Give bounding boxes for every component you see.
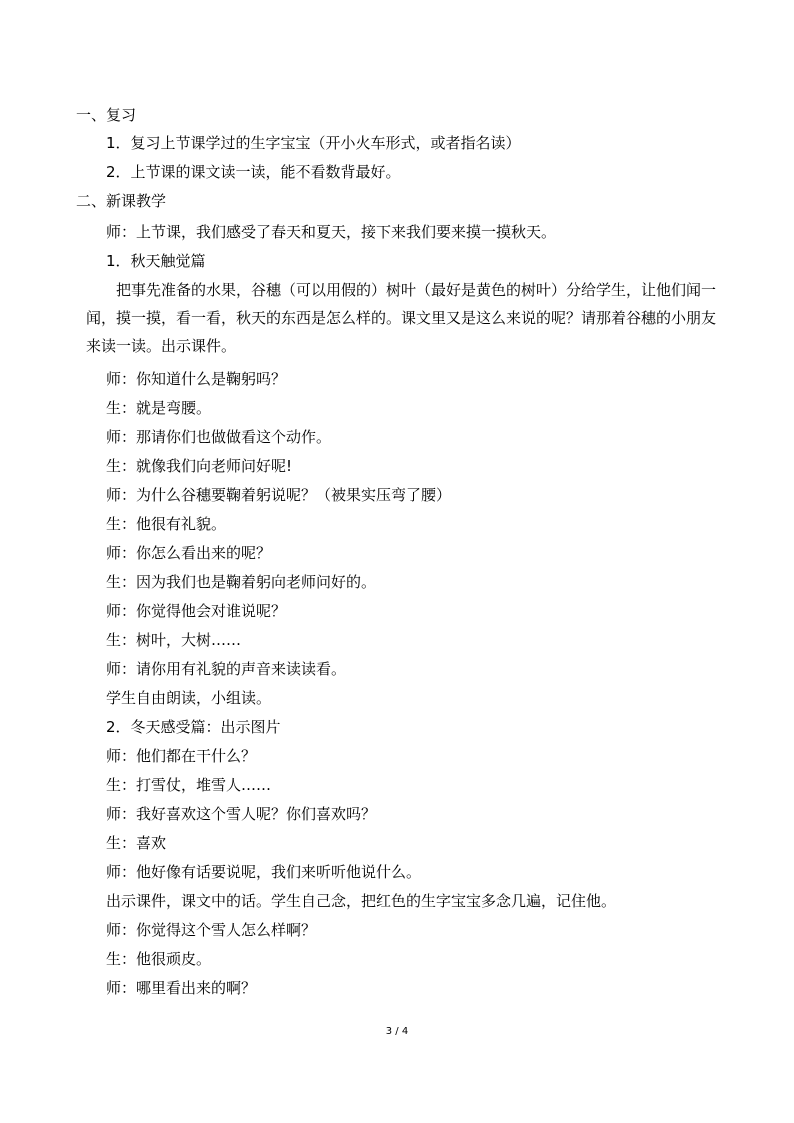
dialogue-line: 生：树叶，大树……	[106, 631, 242, 649]
dialogue-line: 师：请你用有礼貌的声音来读读看。	[106, 660, 347, 678]
subheading: 1．秋天触觉篇	[106, 252, 206, 270]
section-heading: 二、新课教学	[76, 192, 167, 210]
dialogue-line: 师：为什么谷穗要鞠着躬说呢？（被果实压弯了腰）	[106, 486, 452, 504]
page-number: 3 / 4	[385, 1026, 409, 1037]
dialogue-line: 师：你怎么看出来的呢？	[106, 544, 272, 562]
paragraph: 师：上节课，我们感受了春天和夏天，接下来我们要来摸一摸秋天。	[106, 223, 557, 241]
dialogue-line: 师：你觉得他会对谁说呢？	[106, 602, 287, 620]
dialogue-line: 生：喜欢	[106, 834, 167, 852]
dialogue-line: 生：就像我们向老师问好呢!	[106, 457, 293, 475]
dialogue-line: 师：那请你们也做做看这个动作。	[106, 428, 332, 446]
section-heading: 一、复习	[76, 106, 137, 124]
paragraph: 把事先准备的水果，谷穗（可以用假的）树叶（最好是黄色的树叶）分给学生，让他们闻一闻，摸一摸，看一看，秋天的东西是怎么样的。课文里又是这么来说的呢？请那着谷穗的小朋友来读一读。出示课件。	[86, 281, 717, 355]
paragraph: 2．上节课的课文读一读，能不看数背最好。	[106, 163, 401, 181]
dialogue-line: 生：就是弯腰。	[106, 399, 212, 417]
dialogue-line: 师：哪里看出来的啊？	[106, 979, 257, 997]
dialogue-line: 师：你觉得这个雪人怎么样啊？	[106, 921, 317, 939]
dialogue-line: 师：他们都在干什么？	[106, 747, 257, 765]
dialogue-line: 师：我好喜欢这个雪人呢？你们喜欢吗？	[106, 805, 377, 823]
paragraph: 1．复习上节课学过的生字宝宝（开小火车形式，或者指名读）	[106, 134, 521, 152]
dialogue-line: 生：他很有礼貌。	[106, 515, 227, 533]
paragraph: 出示课件，课文中的话。学生自己念，把红色的生字宝宝多念几遍，记住他。	[106, 892, 617, 910]
paragraph: 学生自由朗读，小组读。	[106, 689, 272, 707]
dialogue-line: 生：打雪仗，堆雪人……	[106, 776, 272, 794]
subheading: 2．冬天感受篇：出示图片	[106, 718, 281, 736]
dialogue-line: 师：你知道什么是鞠躬吗？	[106, 370, 287, 388]
dialogue-line: 生：因为我们也是鞠着躬向老师问好的。	[106, 573, 377, 591]
dialogue-line: 师：他好像有话要说呢，我们来听听他说什么。	[106, 863, 422, 881]
dialogue-line: 生：他很顽皮。	[106, 950, 212, 968]
